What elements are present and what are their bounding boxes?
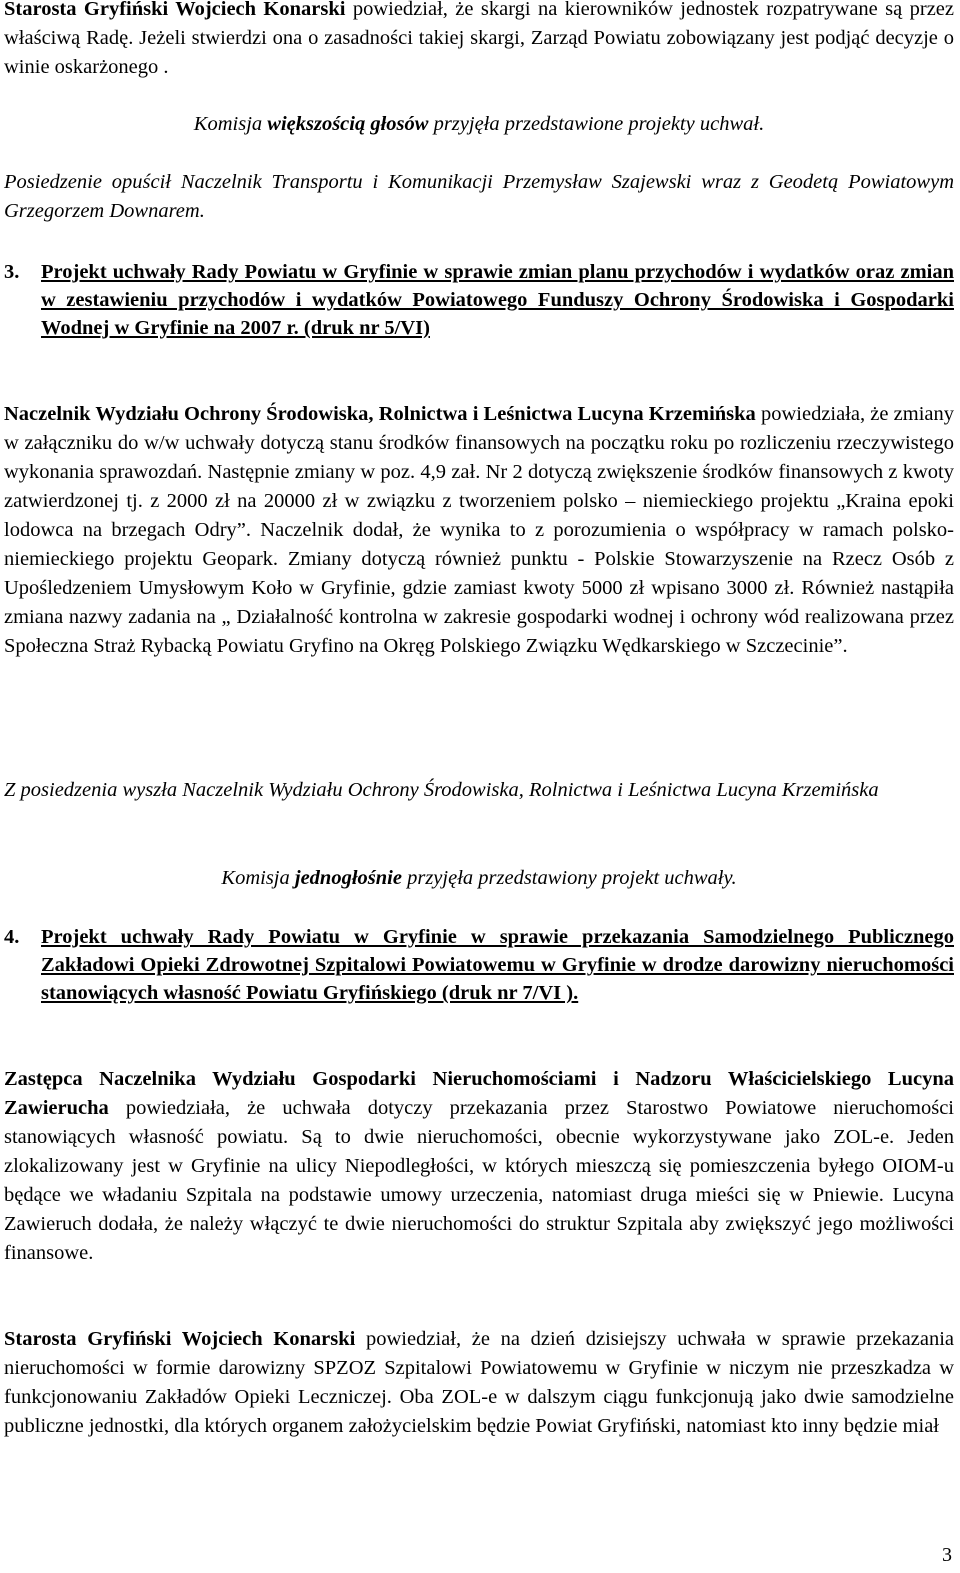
speaker-name: Starosta Gryfiński Wojciech Konarski xyxy=(4,1328,356,1350)
vote-text-suffix: przyjęła przedstawione projekty uchwał. xyxy=(428,113,765,135)
agenda-item-number: 4. xyxy=(4,926,20,948)
paragraph-zawierucha xyxy=(4,1065,954,1268)
paragraph-text: powiedziała, że zmiany w załączniku do w/w uchwały dotyczą stanu środków finansowych na początku roku po rozliczeniu rzeczywistego wykonania sprawozdań. Następnie zmiany w poz. 4,9 zał. Nr 2 dotyczą zwiększenie środków finansowych z kwoty zatwierdzonej tj. z 2000 zł na 20000 zł w związku z tworzeniem polsko – niemieckiego projektu „Kraina epoki lodowca na brzegach Odry”. Naczelnik dodał, że wynika to z porozumienia o współpracy w ramach polsko-niemieckiego projektu Geopark. Zmiany dotyczą również punktu - Polskie Stowarzyszenie na Rzecz Osób z Upośledzeniem Umysłowym Koło w Gryfinie, gdzie zamiast kwoty 5000 zł wpisano 3000 zł. Również nastąpiła zmiana nazwy zadania na „ Działalność kontrolna w zakresie gospodarki wodnej i ochrony wód realizowana przez Społeczna Straż Rybacką Powiatu Gryfino na Okręg Polskiego Związku Wędkarskiego w Szczecinie”. xyxy=(4,403,954,657)
vote-text-suffix: przyjęła przedstawiony projekt uchwały. xyxy=(401,867,737,889)
vote-text-prefix: Komisja xyxy=(221,867,295,889)
agenda-item-number: 3. xyxy=(4,261,20,283)
vote-result-majority xyxy=(4,110,954,139)
vote-result-unanimous xyxy=(4,864,954,893)
departure-note-2: Z posiedzenia wyszła Naczelnik Wydziału Ochrony Środowiska, Rolnictwa i Leśnictwa Lucyna Krzemińska xyxy=(4,779,879,801)
paragraph-starosta-skargi xyxy=(4,0,954,82)
vote-emphasis: jednogłośnie xyxy=(294,867,402,889)
vote-text-prefix: Komisja xyxy=(193,113,268,135)
page-number: 3 xyxy=(942,1544,952,1566)
paragraph-text: powiedziała, że uchwała dotyczy przekazania przez Starostwo Powiatowe nieruchomości stanowiących własność powiatu. Są to dwie nieruchomości, obecnie wykorzystywane jako ZOL-e. Jeden zlokalizowany jest w Gryfinie na ulicy Niepodległości, w których mieszczą się pomieszczenia byłego OIOM-u będące we władaniu Szpitala na podstawie umowy urzeczenia, natomiast druga mieści się w Pniewie. Lucyna Zawieruch dodała, że należy włączyć te dwie nieruchomości do struktur Szpitala aby zwiększyć jego możliwości finansowe. xyxy=(4,1097,954,1264)
paragraph-text: powiedział, że na dzień dzisiejszy uchwała w sprawie przekazania nieruchomości w formie darowizny SPZOZ Szpitalowi Powiatowemu w Gryfinie w niczym nie przeszkadza w funkcjonowaniu Zakładów Opieki Leczniczej. Oba ZOL-e w dalszym ciągu funkcjonują jako dwie samodzielne publiczne jednostki, dla których organem założycielskim będzie Powiat Gryfiński, natomiast kto inny będzie miał xyxy=(4,1328,954,1437)
departure-note-1: Posiedzenie opuścił Naczelnik Transportu i Komunikacji Przemysław Szajewski wraz z Geodetą Powiatowym Grzegorzem Downarem. xyxy=(4,171,954,222)
agenda-item-title: Projekt uchwały Rady Powiatu w Gryfinie w sprawie przekazania Samodzielnego Publicznego Zakładowi Opieki Zdrowotnej Szpitalowi Powiatowemu w Gryfinie w drodze darowizny nieruchomości stanowiących własność Powiatu Gryfińskiego (druk nr 7/VI ). xyxy=(41,926,954,1004)
agenda-item-title: Projekt uchwały Rady Powiatu w Gryfinie w sprawie zmian planu przychodów i wydatków oraz zmian w zestawieniu przychodów i wydatków Powiatowego Funduszy Ochrony Środowiska i Gospodarki Wodnej w Gryfinie na 2007 r. (druk nr 5/VI) xyxy=(41,261,954,339)
vote-emphasis: większością głosów xyxy=(267,113,429,135)
speaker-name: Naczelnik Wydziału Ochrony Środowiska, Rolnictwa i Leśnictwa Lucyna Krzemińska xyxy=(4,403,756,425)
speaker-name: Starosta Gryfiński Wojciech Konarski xyxy=(4,0,346,20)
paragraph-text: powiedział, że skargi na kierowników jednostek rozpatrywane są przez właściwą Radę. Jeżeli stwierdzi ona o zasadności takiej skargi, Zarząd Powiatu zobowiązany jest podjąć decyzje o winie oskarżonego . xyxy=(4,0,954,78)
agenda-item-4 xyxy=(4,923,954,1007)
paragraph-starosta-darowizna xyxy=(4,1325,954,1441)
speaker-name: Zastępca Naczelnika Wydziału Gospodarki Nieruchomościami i Nadzoru Właścicielskiego Lucyna Zawierucha xyxy=(4,1068,954,1119)
agenda-item-3 xyxy=(4,258,954,342)
paragraph-krzeminska xyxy=(4,400,954,661)
